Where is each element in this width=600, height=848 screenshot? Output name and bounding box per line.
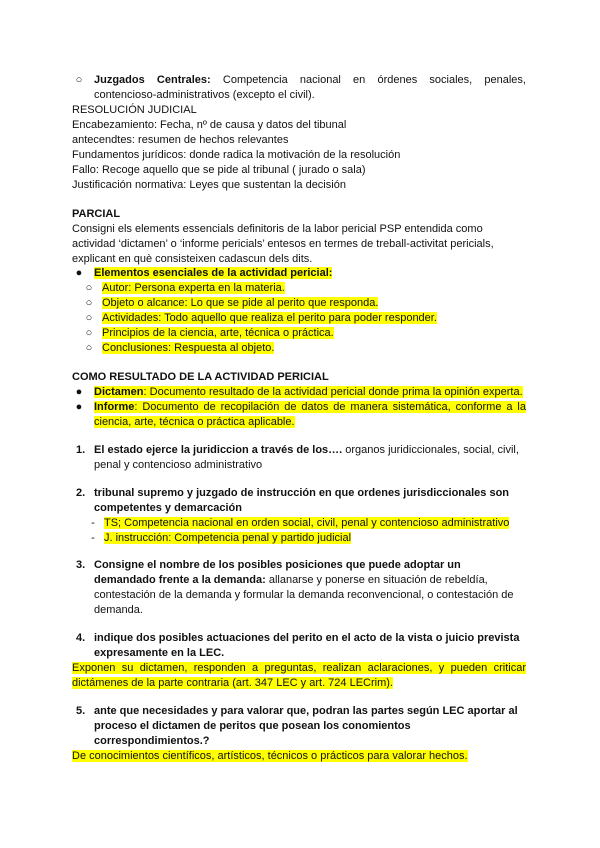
- resolucion-line: antecendtes: resumen de hechos relevantes: [72, 134, 289, 146]
- q5-line-1: ante que necesidades y para valorar que, podran las partes según LEC aportar al: [94, 705, 518, 717]
- parcial-title: PARCIAL: [72, 208, 121, 220]
- q4-line-1: indique dos posibles actuaciones del perito en el acto de la vista o juicio prevista: [94, 632, 520, 644]
- consigna-line: explicant en què consisteixen cadascun dels dits.: [72, 253, 313, 265]
- q5-answer: De conocimientos científicos, artísticos, técnicos o prácticos para valorar hechos.: [72, 750, 468, 762]
- bullet-icon: ●: [75, 267, 83, 279]
- informe-line-2: ciencia, arte, técnica o práctica aplicable.: [94, 416, 295, 428]
- juzgados-line-2: contencioso-administrativos (excepto el civil).: [94, 89, 315, 101]
- q2-line-2: competentes y demarcación: [94, 502, 242, 514]
- q3-line-2: demandado frente a la demanda: allanarse y ponerse en situación de rebeldía,: [94, 574, 488, 586]
- q4-answer-line-2: dictámenes de la parte contraria (art. 347 LEC y art. 724 LECrim).: [72, 677, 393, 689]
- resolucion-line: Fundamentos jurídicos: donde radica la motivación de la resolución: [72, 149, 401, 161]
- hollow-bullet-icon: ○: [85, 327, 93, 339]
- resolucion-line: Fallo: Recoge aquello que se pide al tribunal ( jurado o sala): [72, 164, 366, 176]
- q5-number: 5.: [76, 705, 86, 717]
- bullet-icon: ●: [75, 386, 83, 398]
- q3-line-3: contestación de la demanda y formular la demanda reconvencional, o contestación de: [94, 589, 514, 601]
- consigna-line: Consigni els elements essencials definitoris de la labor pericial PSP entendida como: [72, 223, 483, 235]
- hollow-bullet-icon: ○: [85, 342, 93, 354]
- informe-line-1: Informe: Documento de recopilación de datos de manera sistemática, conforme a la: [94, 401, 526, 413]
- q5-line-2: proceso el dictamen de peritos que posean los conomientos: [94, 720, 411, 732]
- juzgados-text: Competencia nacional en órdenes sociales, penales,: [222, 74, 526, 86]
- q1-number: 1.: [76, 444, 86, 456]
- juzgados-line-1: [94, 73, 526, 88]
- q2-number: 2.: [76, 487, 86, 499]
- q3-line-4: demanda.: [94, 604, 143, 616]
- q4-answer-line-1: Exponen su dictamen, responden a preguntas, realizan aclaraciones, y pueden criticar: [72, 662, 526, 674]
- juzgados-label: Juzgados Centrales:: [94, 74, 211, 86]
- resolucion-title: RESOLUCIÓN JUDICIAL: [72, 104, 197, 116]
- hollow-bullet-icon: ○: [85, 282, 93, 294]
- resultado-title: COMO RESULTADO DE LA ACTIVIDAD PERICIAL: [72, 371, 329, 383]
- elemento-item: Principios de la ciencia, arte, técnica o práctica.: [102, 327, 334, 339]
- q3-line-1: Consigne el nombre de los posibles posiciones que puede adoptar un: [94, 559, 461, 571]
- q1-line-1: El estado ejerce la juridiccion a través de los…. organos juridiccionales, social, civil,: [94, 444, 519, 456]
- dash-bullet-icon: -: [91, 532, 95, 544]
- q5-line-3: correspondimientos.?: [94, 735, 210, 747]
- hollow-bullet-icon: ○: [85, 312, 93, 324]
- dash-bullet-icon: -: [91, 517, 95, 529]
- elemento-item: Conclusiones: Respuesta al objeto.: [102, 342, 275, 354]
- q4-number: 4.: [76, 632, 86, 644]
- q2-item: TS; Competencia nacional en orden social, civil, penal y contencioso administrativo: [104, 517, 510, 529]
- hollow-bullet-icon: ○: [85, 297, 93, 309]
- elemento-item: Autor: Persona experta en la materia.: [102, 282, 285, 294]
- q3-number: 3.: [76, 559, 86, 571]
- q2-item: J. instrucción: Competencia penal y partido judicial: [104, 532, 352, 544]
- elemento-item: Objeto o alcance: Lo que se pide al perito que responda.: [102, 297, 379, 309]
- elemento-item: Actividades: Todo aquello que realiza el perito para poder responder.: [102, 312, 437, 324]
- q2-line-1: tribunal supremo y juzgado de instrucción en que ordenes jurisdiccionales son: [94, 487, 510, 499]
- dictamen-line: Dictamen: Documento resultado de la actividad pericial donde prima la opinión experta.: [94, 386, 523, 398]
- q4-line-2: expresamente en la LEC.: [94, 647, 225, 659]
- consigna-line: actividad ‘dictamen’ o ‘informe pericials’ entesos en termes de treball-activitat pericials,: [72, 238, 494, 250]
- resolucion-line: Encabezamiento: Fecha, nº de causa y datos del tibunal: [72, 119, 347, 131]
- hollow-bullet-icon: ○: [75, 74, 83, 86]
- q1-line-2: penal y contencioso administrativo: [94, 459, 263, 471]
- resolucion-line: Justificación normativa: Leyes que sustentan la decisión: [72, 179, 346, 191]
- bullet-icon: ●: [75, 401, 83, 413]
- elementos-title: Elementos esenciales de la actividad pericial:: [94, 267, 333, 279]
